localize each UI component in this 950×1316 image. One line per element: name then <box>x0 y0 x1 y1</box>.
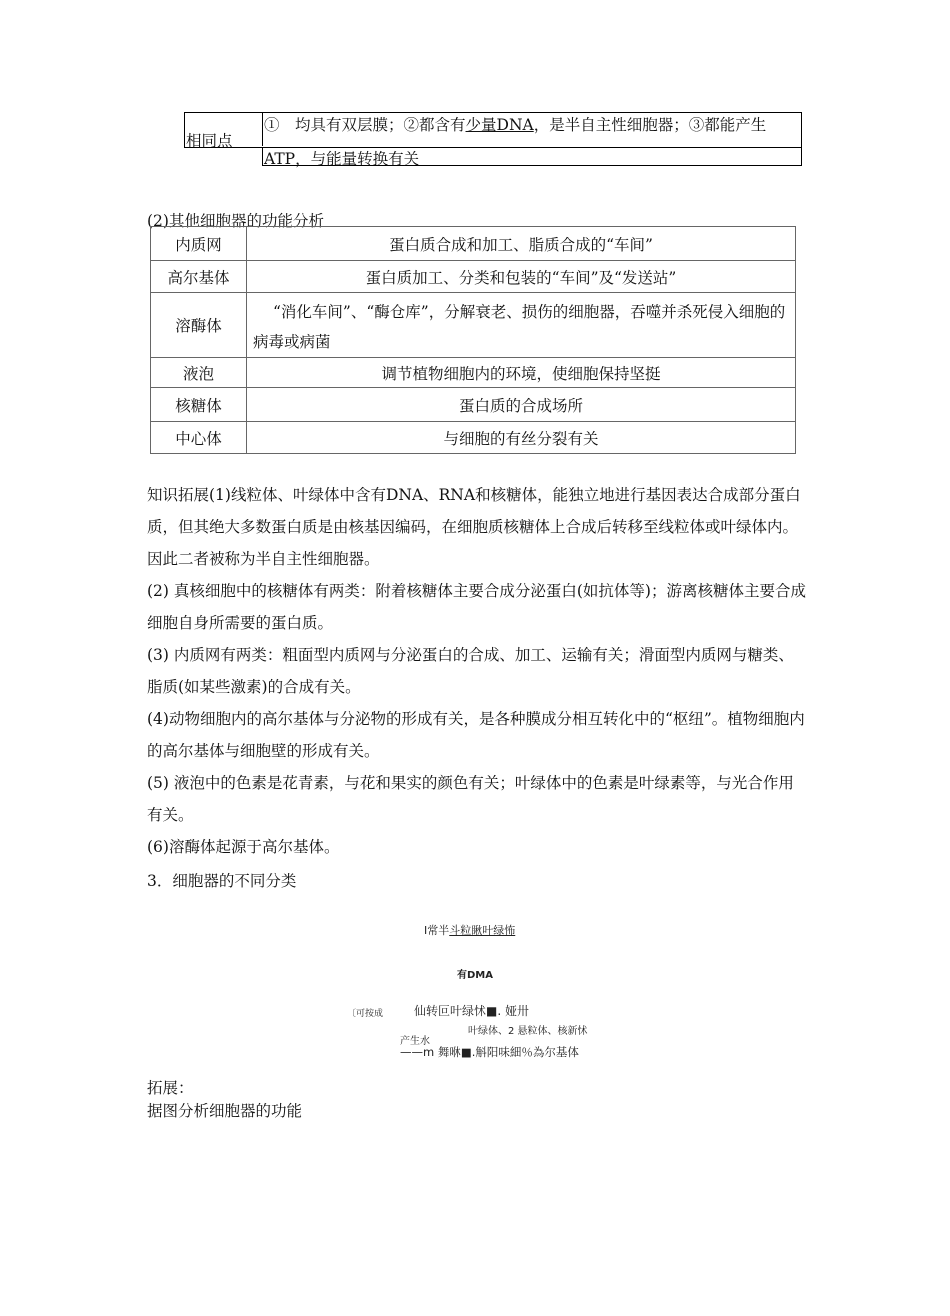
table-row <box>151 227 796 261</box>
section3-title: 3．细胞器的不同分类 <box>147 872 297 890</box>
table-row <box>151 358 796 388</box>
diagram-text-1 <box>424 922 515 938</box>
diagram-text-6: 叶绿体、2 悬粒体、核新怵 <box>468 1026 588 1037</box>
ext-paragraph-1: 知识拓展(1)线粒体、叶绿体中含有DNA、RNA和核糖体，能独立地进行基因表达合成部分蛋白质，但其绝大多数蛋白质是由核基因编码，在细胞质核糖体上合成后转移至线粒体或叶绿体内。因此二者被称为半自主性细胞器。 <box>147 486 801 568</box>
organelle-name: 高尔基体 <box>151 261 247 293</box>
diagram-text-4: 仙转叵叶绿怵■. 娅卅 <box>414 1004 529 1018</box>
organelle-function: 蛋白质的合成场所 <box>247 388 796 422</box>
organelle-name: 液泡 <box>151 358 247 388</box>
table-row <box>151 388 796 422</box>
organelle-name: 中心体 <box>151 422 247 454</box>
table-row <box>151 293 796 358</box>
ext-paragraph-2: (2) 真核细胞中的核糖体有两类：附着核糖体主要合成分泌蛋白(如抗体等)；游离核糖体主要合成细胞自身所需要的蛋白质。 <box>147 582 806 632</box>
ext-paragraph-3: (3) 内质网有两类：粗面型内质网与分泌蛋白的合成、加工、运输有关；滑面型内质网与糖类、脂质(如某些激素)的合成有关。 <box>147 646 794 696</box>
knowledge-extension <box>147 479 807 863</box>
organelle-function: “消化车间”、“酶仓库”，分解衰老、损伤的细胞器，吞噬并杀死侵入细胞的病毒或病菌 <box>247 293 796 358</box>
organelle-function: 蛋白质加工、分类和包装的“车间”及“发送站” <box>247 261 796 293</box>
organelle-function: 调节植物细胞内的环境，使细胞保持坚挺 <box>247 358 796 388</box>
organelle-function-table <box>150 226 796 454</box>
ext-paragraph-5: (5) 液泡中的色素是花青素，与花和果实的颜色有关；叶绿体中的色素是叶绿素等，与光合作用有关。 <box>147 774 794 824</box>
diagram-text-1-underlined: 斗粒瞅叶绿怖 <box>449 924 516 937</box>
organelle-function: 与细胞的有丝分裂有关 <box>247 422 796 454</box>
organelle-name: 溶酶体 <box>151 293 247 358</box>
organelle-function: 蛋白质合成和加工、脂质合成的“车间” <box>247 227 796 261</box>
similarity-line1 <box>264 113 766 135</box>
similarity-line2: ATP，与能量转换有关 <box>264 150 420 168</box>
similarity-line1-pre: ① 均具有双层膜；②都含有 <box>264 116 466 134</box>
similarity-line1-underlined: 少量DNA <box>465 116 534 134</box>
similarity-line1-post: ，是半自主性细胞器；③都能产生 <box>533 116 767 134</box>
extension-heading: 拓展： <box>147 1079 194 1097</box>
section2-title: (2)其他细胞器的功能分析 <box>147 212 324 230</box>
diagram-text-3: 〔可按成 <box>347 1009 384 1019</box>
analysis-prompt: 据图分析细胞器的功能 <box>147 1102 303 1120</box>
ext-paragraph-6: (6)溶酶体起源于高尔基体。 <box>147 838 340 856</box>
table-row <box>151 422 796 454</box>
diagram-text-1-pre: I常半 <box>424 924 450 937</box>
diagram-text-7: ——m 舞咻■.斛阳味細％為尔基体 <box>400 1045 579 1059</box>
diagram-text-2: 有DMA <box>457 970 493 981</box>
diagram-text-5: 产生水 <box>400 1036 430 1047</box>
organelle-name: 内质网 <box>151 227 247 261</box>
ext-paragraph-4: (4)动物细胞内的高尔基体与分泌物的形成有关，是各种膜成分相互转化中的“枢纽”。植物细胞内的高尔基体与细胞壁的形成有关。 <box>147 710 805 760</box>
table-row <box>151 261 796 293</box>
similarity-label: 相同点 <box>186 132 233 150</box>
organelle-name: 核糖体 <box>151 388 247 422</box>
